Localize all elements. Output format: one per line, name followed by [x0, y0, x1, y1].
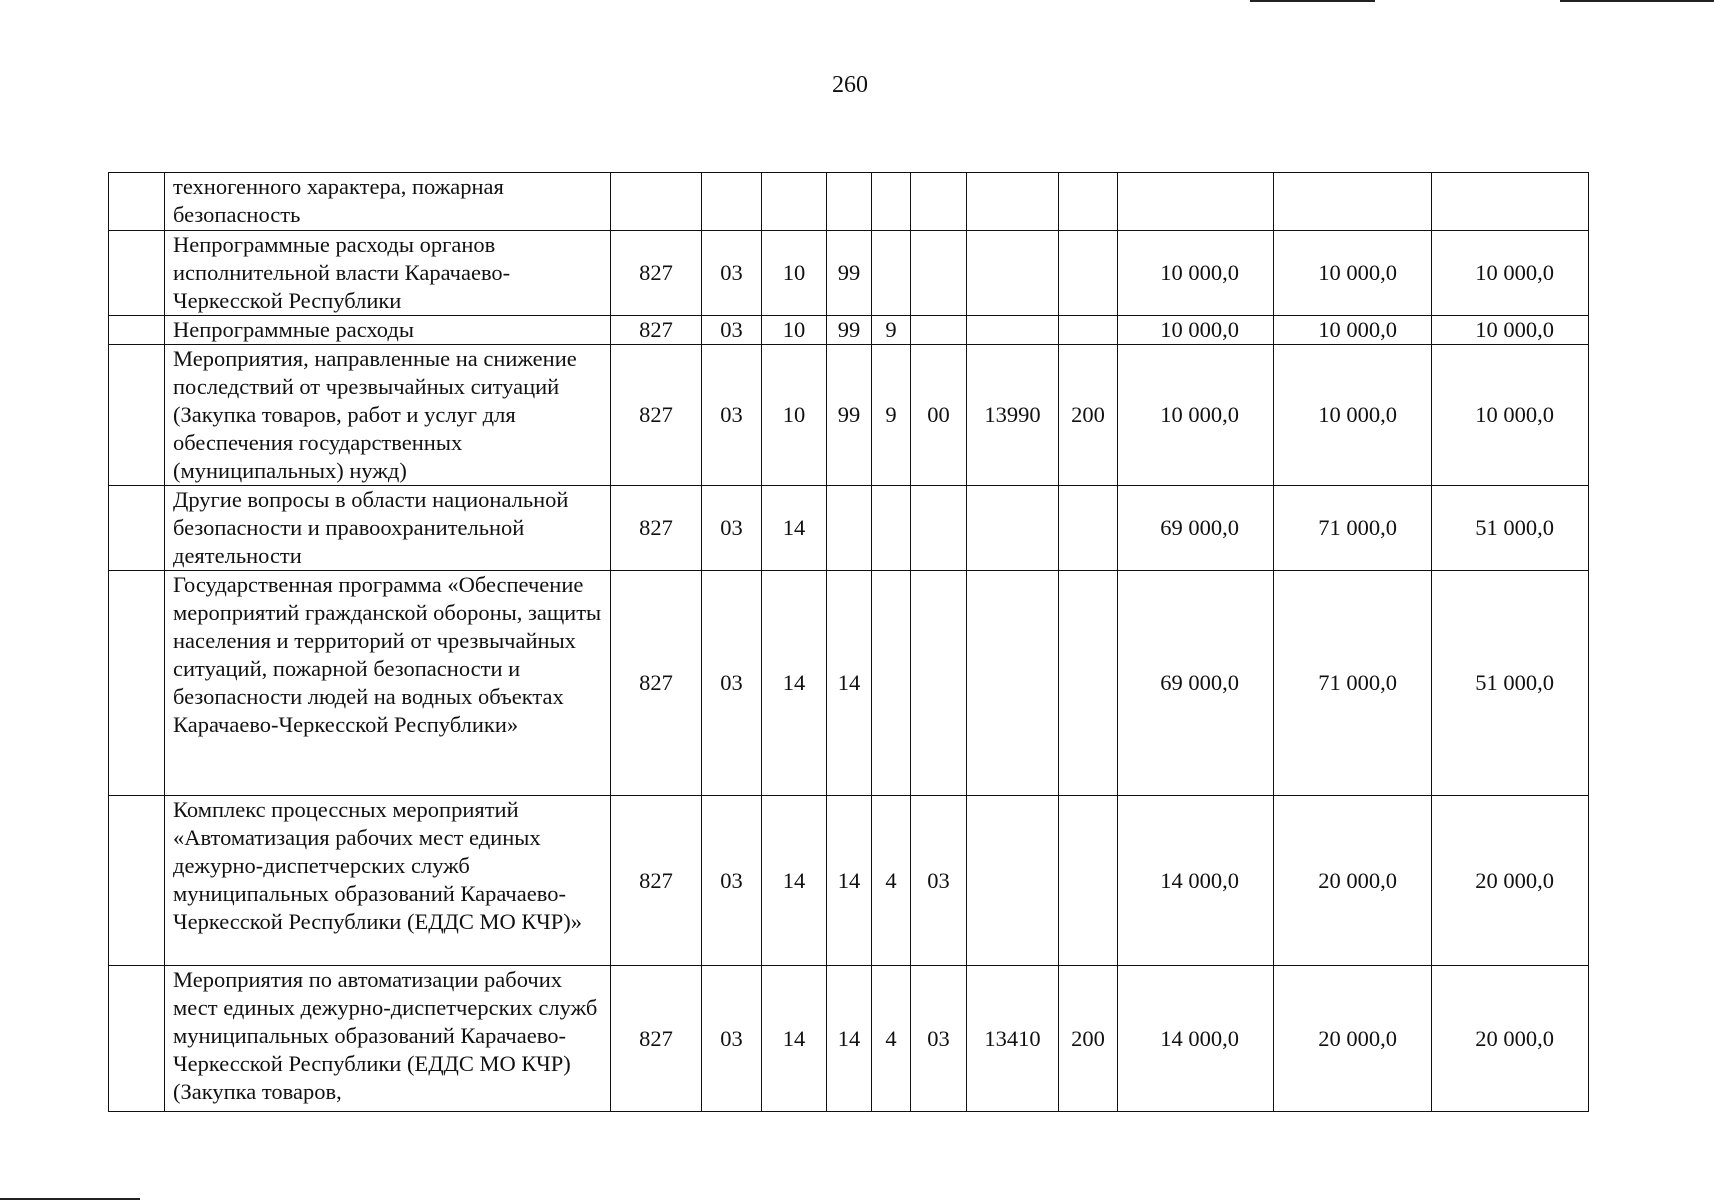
expense-type: 200	[1059, 966, 1118, 1112]
table-row	[109, 571, 1589, 796]
table-row	[109, 231, 1589, 316]
event-code: 00	[911, 345, 967, 486]
amount-year-3	[1432, 173, 1589, 231]
event-code: 03	[911, 966, 967, 1112]
amount-year-1	[1118, 173, 1274, 231]
admin-code	[611, 173, 702, 231]
row-name: Мероприятия, направленные на снижение последствий от чрезвычайных ситуаций (Закупка товаров, работ и услуг для обеспечения государственных (муниципальных) нужд)	[165, 345, 611, 486]
table-row	[109, 966, 1589, 1112]
expense-type	[1059, 486, 1118, 571]
top-rule-2	[1560, 0, 1714, 2]
section-code: 03	[702, 966, 762, 1112]
amount-year-3: 20 000,0	[1432, 966, 1589, 1112]
direction-code: 13410	[967, 966, 1059, 1112]
event-code	[911, 316, 967, 345]
amount-year-3: 20 000,0	[1432, 796, 1589, 966]
admin-code: 827	[611, 486, 702, 571]
admin-code: 827	[611, 966, 702, 1112]
event-code	[911, 571, 967, 796]
subprogram-code	[872, 571, 911, 796]
direction-code	[967, 796, 1059, 966]
section-code: 03	[702, 316, 762, 345]
expense-type	[1059, 316, 1118, 345]
amount-year-3: 10 000,0	[1432, 231, 1589, 316]
amount-year-1: 69 000,0	[1118, 571, 1274, 796]
amount-year-2: 10 000,0	[1274, 231, 1432, 316]
row-name: Государственная программа «Обеспечение мероприятий гражданской обороны, защиты населения и территорий от чрезвычайных ситуаций, пожарной безопасности и безопасности людей на водных объектах Карачаево-Черкесской Республики»	[165, 571, 611, 796]
table-row	[109, 173, 1589, 231]
admin-code: 827	[611, 345, 702, 486]
amount-year-1: 10 000,0	[1118, 345, 1274, 486]
budget-table	[108, 172, 1589, 1112]
admin-code: 827	[611, 571, 702, 796]
subprogram-code	[872, 486, 911, 571]
subprogram-code: 9	[872, 316, 911, 345]
section-code	[702, 173, 762, 231]
direction-code: 13990	[967, 345, 1059, 486]
subprogram-code: 9	[872, 345, 911, 486]
row-number-cell	[109, 231, 165, 316]
direction-code	[967, 231, 1059, 316]
row-name: техногенного характера, пожарная безопасность	[165, 173, 611, 231]
program-code	[827, 173, 872, 231]
amount-year-3: 51 000,0	[1432, 571, 1589, 796]
row-number-cell	[109, 173, 165, 231]
subsection-code: 10	[762, 345, 827, 486]
event-code	[911, 173, 967, 231]
amount-year-2: 10 000,0	[1274, 316, 1432, 345]
amount-year-1: 69 000,0	[1118, 486, 1274, 571]
row-number-cell	[109, 486, 165, 571]
admin-code: 827	[611, 231, 702, 316]
program-code: 14	[827, 966, 872, 1112]
amount-year-2: 10 000,0	[1274, 345, 1432, 486]
direction-code	[967, 316, 1059, 345]
subprogram-code: 4	[872, 796, 911, 966]
row-name: Комплекс процессных мероприятий «Автоматизация рабочих мест единых дежурно-диспетчерских служб муниципальных образований Карачаево-Черкесской Республики (ЕДДС МО КЧР)»	[165, 796, 611, 966]
subsection-code: 14	[762, 571, 827, 796]
table-row	[109, 796, 1589, 966]
amount-year-2	[1274, 173, 1432, 231]
page-number: 260	[832, 72, 868, 98]
direction-code	[967, 486, 1059, 571]
row-number-cell	[109, 796, 165, 966]
amount-year-2: 71 000,0	[1274, 486, 1432, 571]
program-code: 99	[827, 345, 872, 486]
expense-type	[1059, 796, 1118, 966]
program-code: 99	[827, 231, 872, 316]
amount-year-1: 14 000,0	[1118, 966, 1274, 1112]
expense-type	[1059, 173, 1118, 231]
expense-type: 200	[1059, 345, 1118, 486]
amount-year-2: 20 000,0	[1274, 966, 1432, 1112]
direction-code	[967, 571, 1059, 796]
row-number-cell	[109, 345, 165, 486]
program-code: 99	[827, 316, 872, 345]
table-row	[109, 345, 1589, 486]
table-row	[109, 316, 1589, 345]
row-name: Непрограммные расходы органов исполнительной власти Карачаево-Черкесской Республики	[165, 231, 611, 316]
subsection-code: 14	[762, 966, 827, 1112]
row-number-cell	[109, 966, 165, 1112]
subprogram-code	[872, 173, 911, 231]
section-code: 03	[702, 231, 762, 316]
expense-type	[1059, 571, 1118, 796]
row-name: Мероприятия по автоматизации рабочих мест единых дежурно-диспетчерских служб муниципальных образований Карачаево-Черкесской Республики (ЕДДС МО КЧР) (Закупка товаров,	[165, 966, 611, 1112]
event-code: 03	[911, 796, 967, 966]
table-row	[109, 486, 1589, 571]
row-name: Непрограммные расходы	[165, 316, 611, 345]
direction-code	[967, 173, 1059, 231]
subsection-code: 10	[762, 231, 827, 316]
subsection-code: 14	[762, 796, 827, 966]
section-code: 03	[702, 796, 762, 966]
section-code: 03	[702, 486, 762, 571]
amount-year-3: 10 000,0	[1432, 345, 1589, 486]
event-code	[911, 231, 967, 316]
program-code: 14	[827, 796, 872, 966]
amount-year-3: 10 000,0	[1432, 316, 1589, 345]
subsection-code	[762, 173, 827, 231]
amount-year-3: 51 000,0	[1432, 486, 1589, 571]
amount-year-1: 10 000,0	[1118, 316, 1274, 345]
section-code: 03	[702, 345, 762, 486]
amount-year-2: 71 000,0	[1274, 571, 1432, 796]
expense-type	[1059, 231, 1118, 316]
row-name: Другие вопросы в области национальной безопасности и правоохранительной деятельности	[165, 486, 611, 571]
event-code	[911, 486, 967, 571]
program-code: 14	[827, 571, 872, 796]
row-number-cell	[109, 316, 165, 345]
subsection-code: 14	[762, 486, 827, 571]
section-code: 03	[702, 571, 762, 796]
row-number-cell	[109, 571, 165, 796]
subsection-code: 10	[762, 316, 827, 345]
top-rule-1	[1250, 0, 1375, 2]
admin-code: 827	[611, 796, 702, 966]
amount-year-1: 14 000,0	[1118, 796, 1274, 966]
amount-year-2: 20 000,0	[1274, 796, 1432, 966]
program-code	[827, 486, 872, 571]
subprogram-code	[872, 231, 911, 316]
amount-year-1: 10 000,0	[1118, 231, 1274, 316]
subprogram-code: 4	[872, 966, 911, 1112]
admin-code: 827	[611, 316, 702, 345]
